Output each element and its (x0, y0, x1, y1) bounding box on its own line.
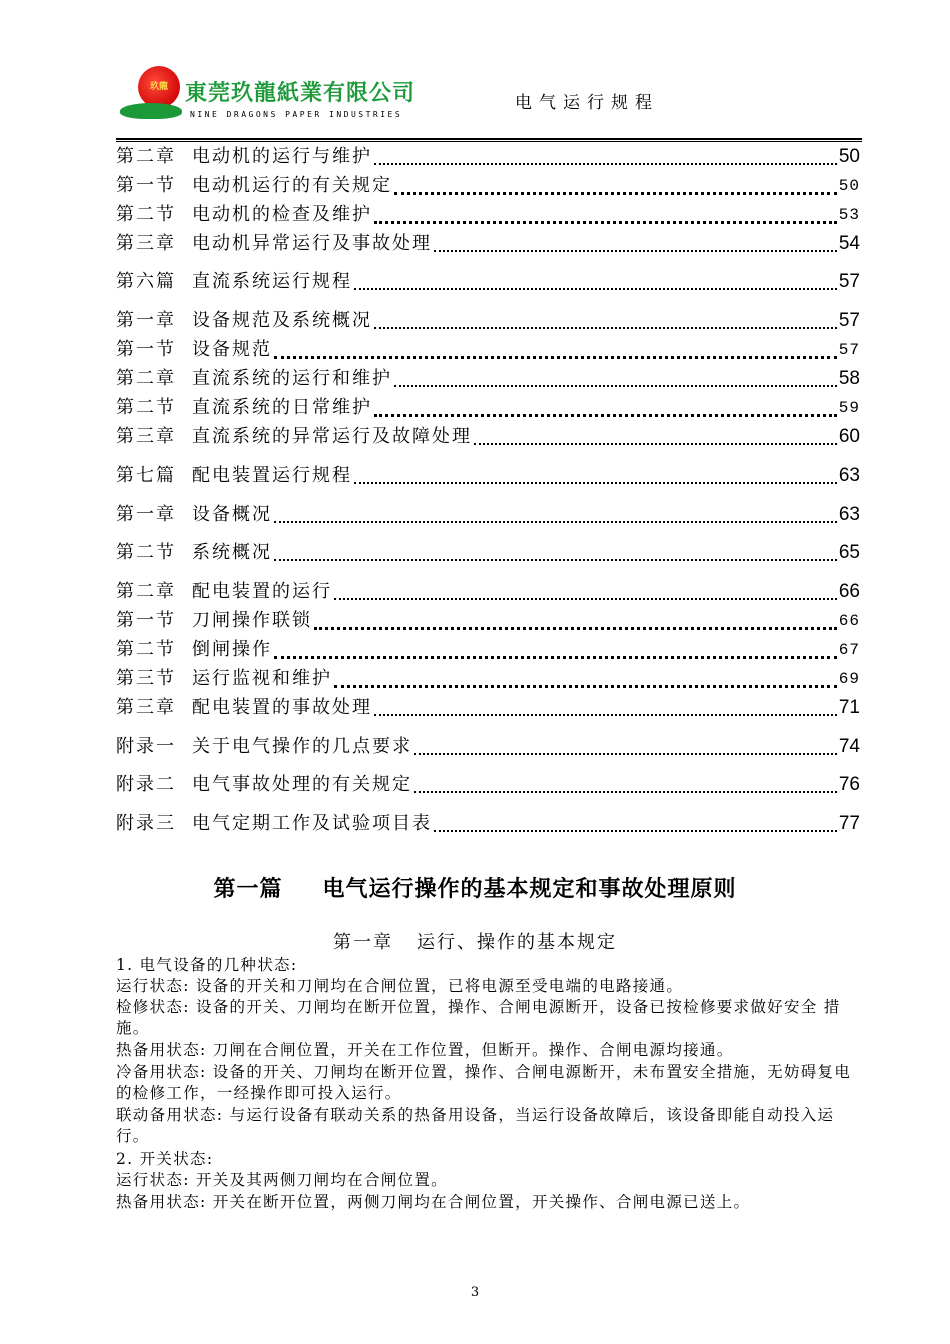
company-name-en: NINE DRAGONS PAPER INDUSTRIES (190, 110, 403, 119)
toc-title: 运行监视和维护 (192, 668, 332, 689)
header-doc-title: 电气运行规程 (515, 93, 659, 113)
body-paragraph: 热备用状态: 开关在断开位置，两侧刀闸均在合闸位置，开关操作、合闸电源已送上。 (116, 1193, 751, 1211)
toc-label: 第一章 (116, 504, 176, 525)
toc-title: 设备概况 (192, 504, 272, 525)
toc-title: 直流系统的日常维护 (192, 397, 372, 418)
toc-title: 配电装置运行规程 (192, 465, 352, 486)
toc-page: 69 (838, 670, 860, 688)
toc-entry[interactable] (116, 809, 860, 837)
toc-page: 71 (838, 697, 860, 718)
toc-label: 第二章 (116, 368, 176, 389)
toc-title: 直流系统运行规程 (192, 271, 352, 292)
toc-title: 电气定期工作及试验项目表 (192, 813, 432, 834)
toc-label: 第三章 (116, 697, 176, 718)
toc-title: 设备规范 (192, 339, 272, 360)
toc-page: 50 (838, 146, 860, 167)
toc-leader (354, 287, 837, 290)
toc-label: 第二章 (116, 146, 176, 167)
toc-title: 直流系统的异常运行及故障处理 (192, 426, 472, 447)
toc-leader (394, 384, 837, 387)
toc-leader (274, 655, 837, 659)
toc-page: 57 (838, 271, 860, 292)
toc-page: 50 (838, 177, 860, 195)
body-paragraph: 冷备用状态: 设备的开关、刀闸均在断开位置，操作、合闸电源断开，未布置安全措施，无妨碍复电的检修工作，一经操作即可投入运行。 (116, 1063, 852, 1103)
toc-label: 第二节 (116, 204, 176, 225)
toc-entry[interactable] (116, 538, 860, 566)
toc-title: 设备规范及系统概况 (192, 310, 372, 331)
toc-label: 第七篇 (116, 465, 176, 486)
toc-title: 电气事故处理的有关规定 (192, 774, 412, 795)
toc-entry[interactable] (116, 461, 860, 489)
toc-leader (374, 162, 837, 165)
toc-title: 电动机运行的有关规定 (192, 175, 392, 196)
toc-label: 第二节 (116, 397, 176, 418)
toc-entry[interactable] (116, 664, 860, 692)
toc-entry[interactable] (116, 393, 860, 421)
toc-entry[interactable] (116, 229, 860, 257)
toc-title: 电动机的检查及维护 (192, 204, 372, 225)
body-paragraph: 2. 开关状态: (116, 1150, 214, 1168)
toc-leader (334, 597, 837, 600)
toc-page: 57 (838, 341, 860, 359)
toc-label: 第六篇 (116, 271, 176, 292)
toc-label: 第三章 (116, 426, 176, 447)
toc-leader (394, 191, 837, 195)
chapter-text: 运行、操作的基本规定 (417, 932, 617, 953)
toc-label: 附录一 (116, 736, 176, 757)
toc-entry[interactable] (116, 142, 860, 170)
toc-title: 倒闸操作 (192, 639, 272, 660)
toc-entry[interactable] (116, 500, 860, 528)
toc-entry[interactable] (116, 267, 860, 295)
toc-page: 66 (838, 612, 860, 630)
body-paragraph: 联动备用状态: 与运行设备有联动关系的热备用设备，当运行设备故障后，该设备即能自动投入运行。 (116, 1106, 835, 1146)
toc-page: 74 (838, 736, 860, 757)
chapter-title (0, 928, 950, 954)
header-rule (116, 138, 862, 140)
toc-leader (414, 790, 837, 793)
toc-leader (274, 355, 837, 359)
toc-title: 刀闸操作联锁 (192, 610, 312, 631)
toc-leader (434, 829, 837, 832)
toc-page: 54 (838, 233, 860, 254)
toc-leader (274, 558, 837, 561)
toc-title: 配电装置的运行 (192, 581, 332, 602)
body-paragraph: 运行状态: 设备的开关和刀闸均在合闸位置，已将电源至受电端的电路接通。 (116, 977, 684, 995)
toc-page: 53 (838, 206, 860, 224)
toc-leader (434, 249, 837, 252)
toc-page: 65 (838, 542, 860, 563)
toc-leader (374, 220, 837, 224)
toc-title: 关于电气操作的几点要求 (192, 736, 412, 757)
toc-title: 系统概况 (192, 542, 272, 563)
toc-entry[interactable] (116, 422, 860, 450)
part-text: 电气运行操作的基本规定和事故处理原则 (322, 876, 737, 902)
toc-title: 直流系统的运行和维护 (192, 368, 392, 389)
toc-leader (474, 442, 837, 445)
toc-label: 附录三 (116, 813, 176, 834)
toc-label: 第二章 (116, 581, 176, 602)
toc-label: 第二节 (116, 542, 176, 563)
company-logo-leaf (120, 103, 182, 119)
toc-label: 第一节 (116, 339, 176, 360)
toc-title: 电动机异常运行及事故处理 (192, 233, 432, 254)
toc-title: 配电装置的事故处理 (192, 697, 372, 718)
toc-title: 电动机的运行与维护 (192, 146, 372, 167)
toc-label: 第一节 (116, 175, 176, 196)
toc-label: 第三章 (116, 233, 176, 254)
toc-page: 63 (838, 465, 860, 486)
toc-page: 67 (838, 641, 860, 659)
company-name-cn: 東莞玖龍紙業有限公司 (185, 81, 416, 106)
toc-label: 第二节 (116, 639, 176, 660)
toc-leader (374, 326, 837, 329)
toc-leader (314, 626, 837, 630)
toc-entry[interactable] (116, 171, 860, 199)
toc-page: 77 (838, 813, 860, 834)
toc-page: 58 (838, 368, 860, 389)
company-logo-sun (138, 66, 180, 108)
toc-entry[interactable] (116, 732, 860, 760)
page-number: 3 (470, 1285, 480, 1300)
toc-leader (334, 684, 837, 688)
toc-entry[interactable] (116, 335, 860, 363)
toc-entry[interactable] (116, 606, 860, 634)
toc-entry[interactable] (116, 200, 860, 228)
toc-label: 第三节 (116, 668, 176, 689)
chapter-number: 第一章 (333, 932, 393, 953)
toc-entry[interactable] (116, 577, 860, 605)
toc-entry[interactable] (116, 306, 860, 334)
toc-leader (374, 713, 837, 716)
toc-leader (374, 413, 837, 417)
toc-page: 59 (838, 399, 860, 417)
toc-page: 76 (838, 774, 860, 795)
body-paragraph: 热备用状态: 刀闸在合闸位置，开关在工作位置，但断开。操作、合闸电源均接通。 (116, 1041, 734, 1059)
toc-leader (354, 481, 837, 484)
body-paragraph: 检修状态: 设备的开关、刀闸均在断开位置，操作、合闸电源断开，设备已按检修要求做好安全 措施。 (116, 998, 841, 1038)
part-title (0, 872, 950, 903)
toc-entry[interactable] (116, 364, 860, 392)
toc-label: 第一节 (116, 610, 176, 631)
toc-entry[interactable] (116, 693, 860, 721)
toc-label: 附录二 (116, 774, 176, 795)
toc-page: 63 (838, 504, 860, 525)
body-paragraph: 1. 电气设备的几种状态: (116, 956, 298, 974)
part-number: 第一篇 (213, 876, 283, 902)
toc-page: 60 (838, 426, 860, 447)
toc-leader (414, 752, 837, 755)
toc-entry[interactable] (116, 635, 860, 663)
toc-page: 57 (838, 310, 860, 331)
toc-entry[interactable] (116, 770, 860, 798)
toc-leader (274, 520, 837, 523)
toc-label: 第一章 (116, 310, 176, 331)
logo-text: 玖龍 (149, 82, 168, 92)
toc-page: 66 (838, 581, 860, 602)
body-paragraph: 运行状态: 开关及其两侧刀闸均在合闸位置。 (116, 1171, 448, 1189)
